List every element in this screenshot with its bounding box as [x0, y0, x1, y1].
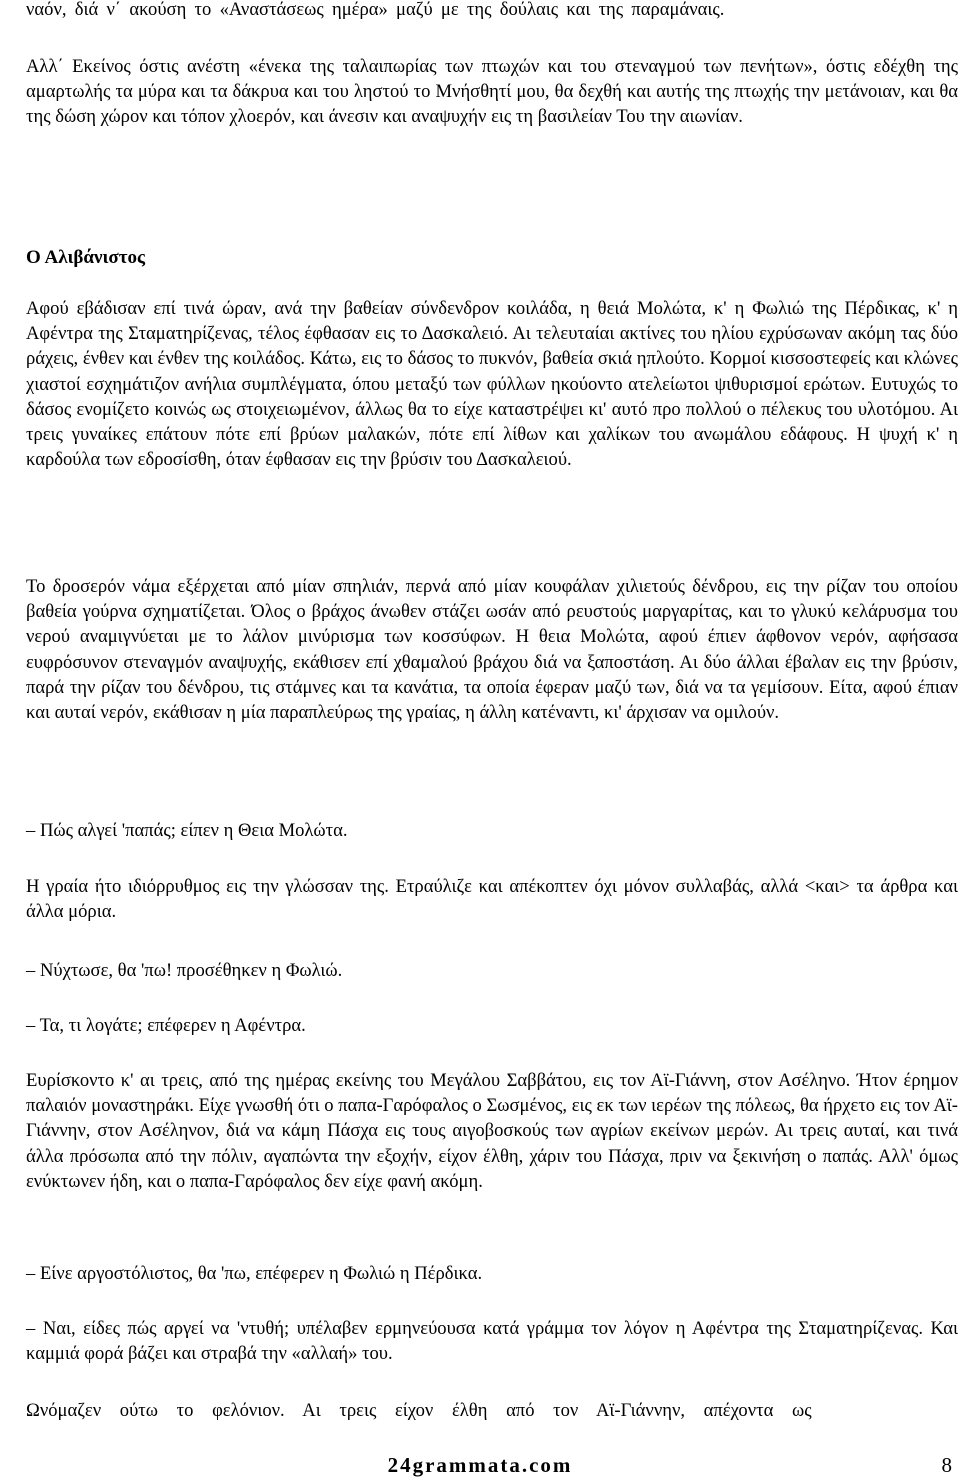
paragraph-continuation: ναόν, διά ν΄ ακούση το «Αναστάσεως ημέρα» μαζύ με της δούλαις και της παραμάναις. — [26, 0, 725, 20]
dialogue-line: – Είνε αργοστόλιστος, θα 'πω, επέφερεν η Φωλιώ η Πέρδικα. — [26, 1263, 483, 1284]
paragraph: Αφού εβάδισαν επί τινά ώραν, ανά την βαθείαν σύνδενδρον κοιλάδα, η θειά Μολώτα, κ' η Φωλιώ της Πέρδικας, κ' η Αφέντρα της Σταματηρίζενας, τέλος έφθασαν εις το Δασκαλειό. Αι τελευταίαι ακτίνες του ηλίου εχρύσωναν ακόμη τας δύο ράχεις, ένθεν και ένθεν της κοιλάδος. Κάτω, εις το δάσος το πυκνόν, βαθεία σκιά ηπλούτο. Κορμοί κισσοστεφείς και κλώνες χιαστοί εσχημάτιζον ανήλια συμπλέγματα, όπου μεταξύ των φύλλων ηκούοντο ατελείωτοι ψιθυρισμοί ερώτων. Ευτυχώς το δάσος ενομίζετο κοινώς ως στοιχειωμένον, άλλως θα το είχε καταστρέψει κι' αυτό προ πολλού ο πέλεκυς του υλοτόμου. Αι τρεις γυναίκες επάτουν πότε επί βρύων μαλακών, πότε επί λίθων και χαλίκων του ανωμάλου εδάφους. Η ψυχή κ' η καρδούλα των εδροσίσθη, όταν έφθασαν εις την βρύσιν του Δασκαλειού. — [26, 298, 958, 471]
dialogue-line: – Νύχτωσε, θα 'πω! προσέθηκεν η Φωλιώ. — [26, 960, 343, 981]
paragraph: Η γραία ήτο ιδιόρρυθμος εις την γλώσσαν της. Ετραύλιζε και απέκοπτεν όχι μόνον συλλαβάς, αλλά <και> τα άρθρα και άλλα μόρια. — [26, 876, 958, 923]
paragraph-continued: Ωνόμαζεν ούτω το φελόνιον. Αι τρεις είχον έλθη από τον Αϊ-Γιάννην, απέχοντα ως — [26, 1400, 812, 1421]
paragraph: Το δροσερόν νάμα εξέρχεται από μίαν σπηλιάν, περνά από μίαν κουφάλαν χιλιετούς δένδρου, εις την ρίζαν του οποίου βαθεία γούρνα σχηματίζεται. Όλος ο βράχος άνωθεν στάζει ωσάν από ρευστούς μαργαρίτας, και το γλυκύ κελάρυσμα του νερού αναμιγνύεται με το λάλον μινύρισμα των κοσσύφων. Η θεια Μολώτα, αφού έπιεν άφθονον νερόν, αφήσασα ευφρόσυνον στεναγμόν αναψυχής, εκάθισεν επί χθαμαλού βράχου διά να ξαποστάση. Αι δύο άλλαι έβαλαν εις την βρύσιν, παρά την ρίζαν του δένδρου, τις στάμνες και τα κανάτια, τα οποία έφεραν μαζύ των, διά να τα γεμίσουν. Είτα, αφού έπιαν και αυταί νερόν, εκάθισαν η μία παραπλεύρως της γραίας, η άλλη κατέναντι, κι' άρχισαν να ομιλούν. — [26, 576, 958, 724]
dialogue-line: – Πώς αλγεί 'παπάς; είπεν η Θεια Μολώτα. — [26, 820, 348, 841]
paragraph: Ευρίσκοντο κ' αι τρεις, από της ημέρας εκείνης του Μεγάλου Σαββάτου, εις τον Αϊ-Γιάννη, στον Ασέληνο. Ήτον έρημον παλαιόν μοναστηράκι. Είχε γνωσθή ότι ο παπα-Γαρόφαλος ο Σωσμένος, εις εκ των ιερέων της πόλεως, θα ήρχετο εις τον Αϊ-Γιάννην, στον Ασέληνον, διά να κάμη Πάσχα εις τους αιγοβοσκούς των αγρίων εκείνων μερών. Αι τρεις αυταί, και τινά άλλα πρόσωπα από την πόλιν, αγαπώντα την εξοχήν, είχον έλθη, χάριν του Πάσχα, πριν να ξεκινήση ο παπάς. Αλλ' όμως ενύκτωνεν ήδη, και ο παπα-Γαρόφαλος δεν είχε φανή ακόμη. — [26, 1070, 958, 1192]
page-number: 8 — [941, 1453, 952, 1477]
dialogue-line: – Τα, τι λογάτε; επέφερεν η Αφέντρα. — [26, 1015, 306, 1036]
paragraph: Αλλ΄ Εκείνος όστις ανέστη «ένεκα της ταλαιπωρίας των πτωχών και του στεναγμού των πενήτων», όστις εδέχθη της αμαρτωλής τα μύρα και τα δάκρυα και του ληστού το Μνήσθητί μου, θα δεχθή και αυτής της πτωχής την μετάνοιαν, και θα της δώση χώρον και τόπον χλοερόν, και άνεσιν και αναψυχήν εις τη βασιλείαν Του την αιωνίαν. — [26, 56, 958, 128]
dialogue-line: – Ναι, είδες πώς αργεί να 'ντυθή; υπέλαβεν ερμηνεύουσα κατά γράμμα τον λόγον η Αφέντρα της Σταματηρίζενας. Και καμμιά φορά βάζει και στραβά την «αλλαή» του. — [26, 1318, 958, 1365]
footer-site-name: 24grammata.com — [387, 1453, 573, 1477]
section-heading: Ο Αλιβάνιστος — [26, 247, 146, 268]
